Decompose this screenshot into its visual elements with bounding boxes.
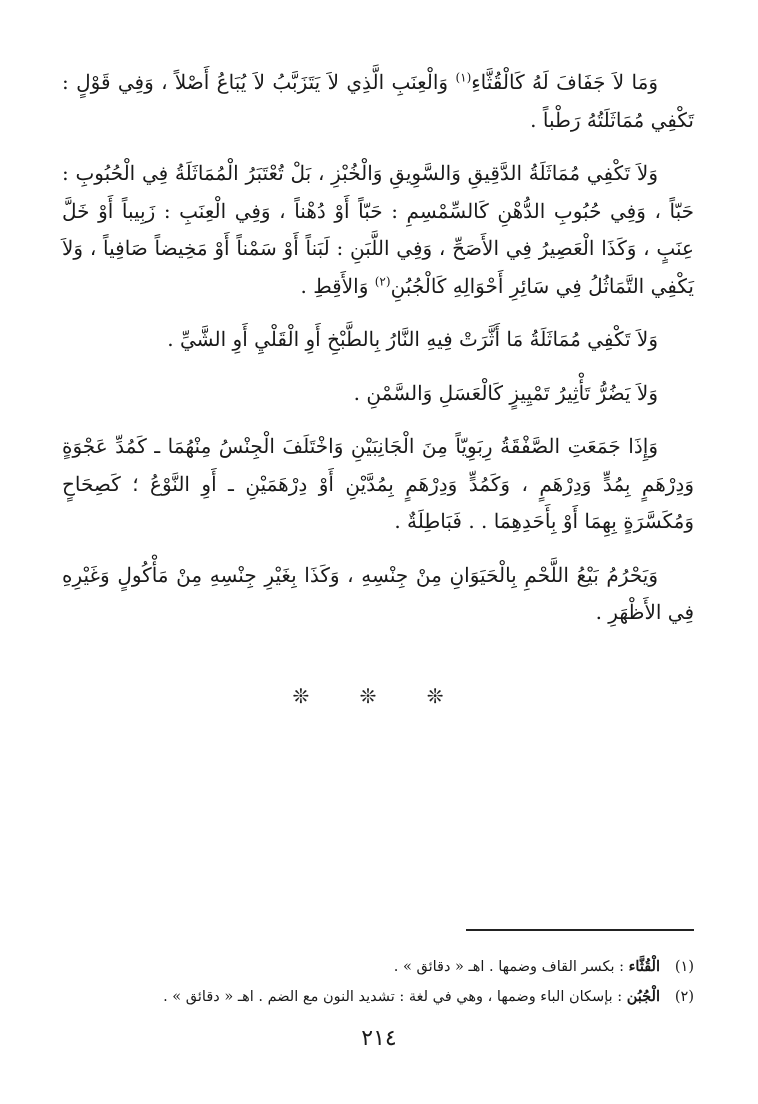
paragraph-1 [62, 64, 694, 139]
footnote-term: الْجُبُن [626, 988, 660, 1005]
footnote-divider [466, 929, 694, 931]
paragraph-4 [62, 375, 694, 413]
paragraph-text: وَيَحْرُمُ بَيْعُ اللَّحْمِ بِالْحَيَوَانِ مِنْ جِنْسِهِ ، وَكَذَا بِغَيْرِ جِنْسِهِ مِنْ مَأْكُولٍ وَغَيْرِهِ فِي الأَظْهَرِ . [62, 562, 694, 624]
footnote-number: (٢) [674, 989, 694, 1005]
paragraph-2 [62, 155, 694, 305]
footnote-2 [54, 982, 694, 1012]
footnote-reference: (١) [455, 70, 472, 85]
paragraph-3 [62, 321, 694, 359]
section-separator: ❊ ❊ ❊ [292, 684, 466, 708]
paragraph-text: وَلاَ تَكْفِي مُمَاثَلَةُ الدَّقِيقِ وَالسَّوِيقِ وَالْخُبْزِ ، بَلْ تُعْتَبَرُ الْمُمَاثَلَةُ فِي الْحُبُوبِ : حَبّاً ، وَفِي حُبُوبِ الدُّهْنِ كَالسِّمْسِمِ : حَبّاً أَوْ دُهْناً ، وَفِي الْعِنَبِ : زَبِيباً أَوْ خَلَّ عِنَبٍ ، وَكَذَا الْعَصِيرُ فِي الأَصَحِّ ، وَفِي اللَّبَنِ : لَبَناً أَوْ سَمْناً أَوْ مَخِيضاً صَافِياً ، وَلاَ يَكْفِي التَّمَاثُلُ فِي سَائِرِ أَحْوَالِهِ كَالْجُبُنِ [62, 161, 694, 298]
footnote-text: : بكسر القاف وضمها . اهـ « دقائق » . [393, 959, 629, 975]
paragraph-5 [62, 428, 694, 541]
footnotes [54, 952, 694, 1012]
paragraph-text: وَالْعِنَبِ الَّذِي لاَ يَتَزَبَّبُ لاَ يُبَاعُ أَصْلاً ، وَفِي قَوْلٍ : تَكْفِي مُمَاثَلَتُهُ رَطْباً . [62, 70, 694, 132]
footnote-text: : بإسكان الباء وضمها ، وهي في لغة : تشديد النون مع الضم . اهـ « دقائق » . [163, 989, 627, 1005]
footnote-1 [54, 952, 694, 982]
paragraph-6 [62, 557, 694, 632]
paragraph-text: وَالأَقِطِ . [300, 273, 375, 298]
footnote-number: (١) [674, 959, 694, 975]
paragraph-text: وَلاَ تَكْفِي مُمَاثَلَةُ مَا أَثَّرَتْ فِيهِ النَّارُ بِالطَّبْخِ أَوِ الْقَلْيِ أَوِ الشَّيِّ . [167, 327, 658, 351]
footnote-term: الْقُثَّاء [628, 958, 660, 975]
paragraph-text: وَمَا لاَ جَفَافَ لَهُ كَالْقُثَّاءِ [471, 70, 658, 94]
paragraph-text: وَإِذَا جَمَعَتِ الصَّفْقَةُ رِبَوِيّاً مِنَ الْجَانِبَيْنِ وَاخْتَلَفَ الْجِنْسُ مِنْهُمَا ـ كَمُدِّ عَجْوَةٍ وَدِرْهَمٍ بِمُدٍّ وَدِرْهَمٍ ، وَكَمُدٍّ وَدِرْهَمٍ بِمُدَّيْنِ أَوْ دِرْهَمَيْنِ ـ أَوِ النَّوْعُ ؛ كَصِحَاحٍ وَمُكَسَّرَةٍ بِهِمَا أَوْ بِأَحَدِهِمَا . . فَبَاطِلَةٌ . [62, 434, 694, 533]
paragraph-text: وَلاَ يَضُرُّ تَأْثِيرُ تَمْيِيزٍ كَالْعَسَلِ وَالسَّمْنِ . [353, 380, 658, 405]
page-number: ٢١٤ [361, 1026, 397, 1051]
footnote-reference: (٢) [374, 273, 391, 288]
main-text-body [62, 64, 694, 648]
